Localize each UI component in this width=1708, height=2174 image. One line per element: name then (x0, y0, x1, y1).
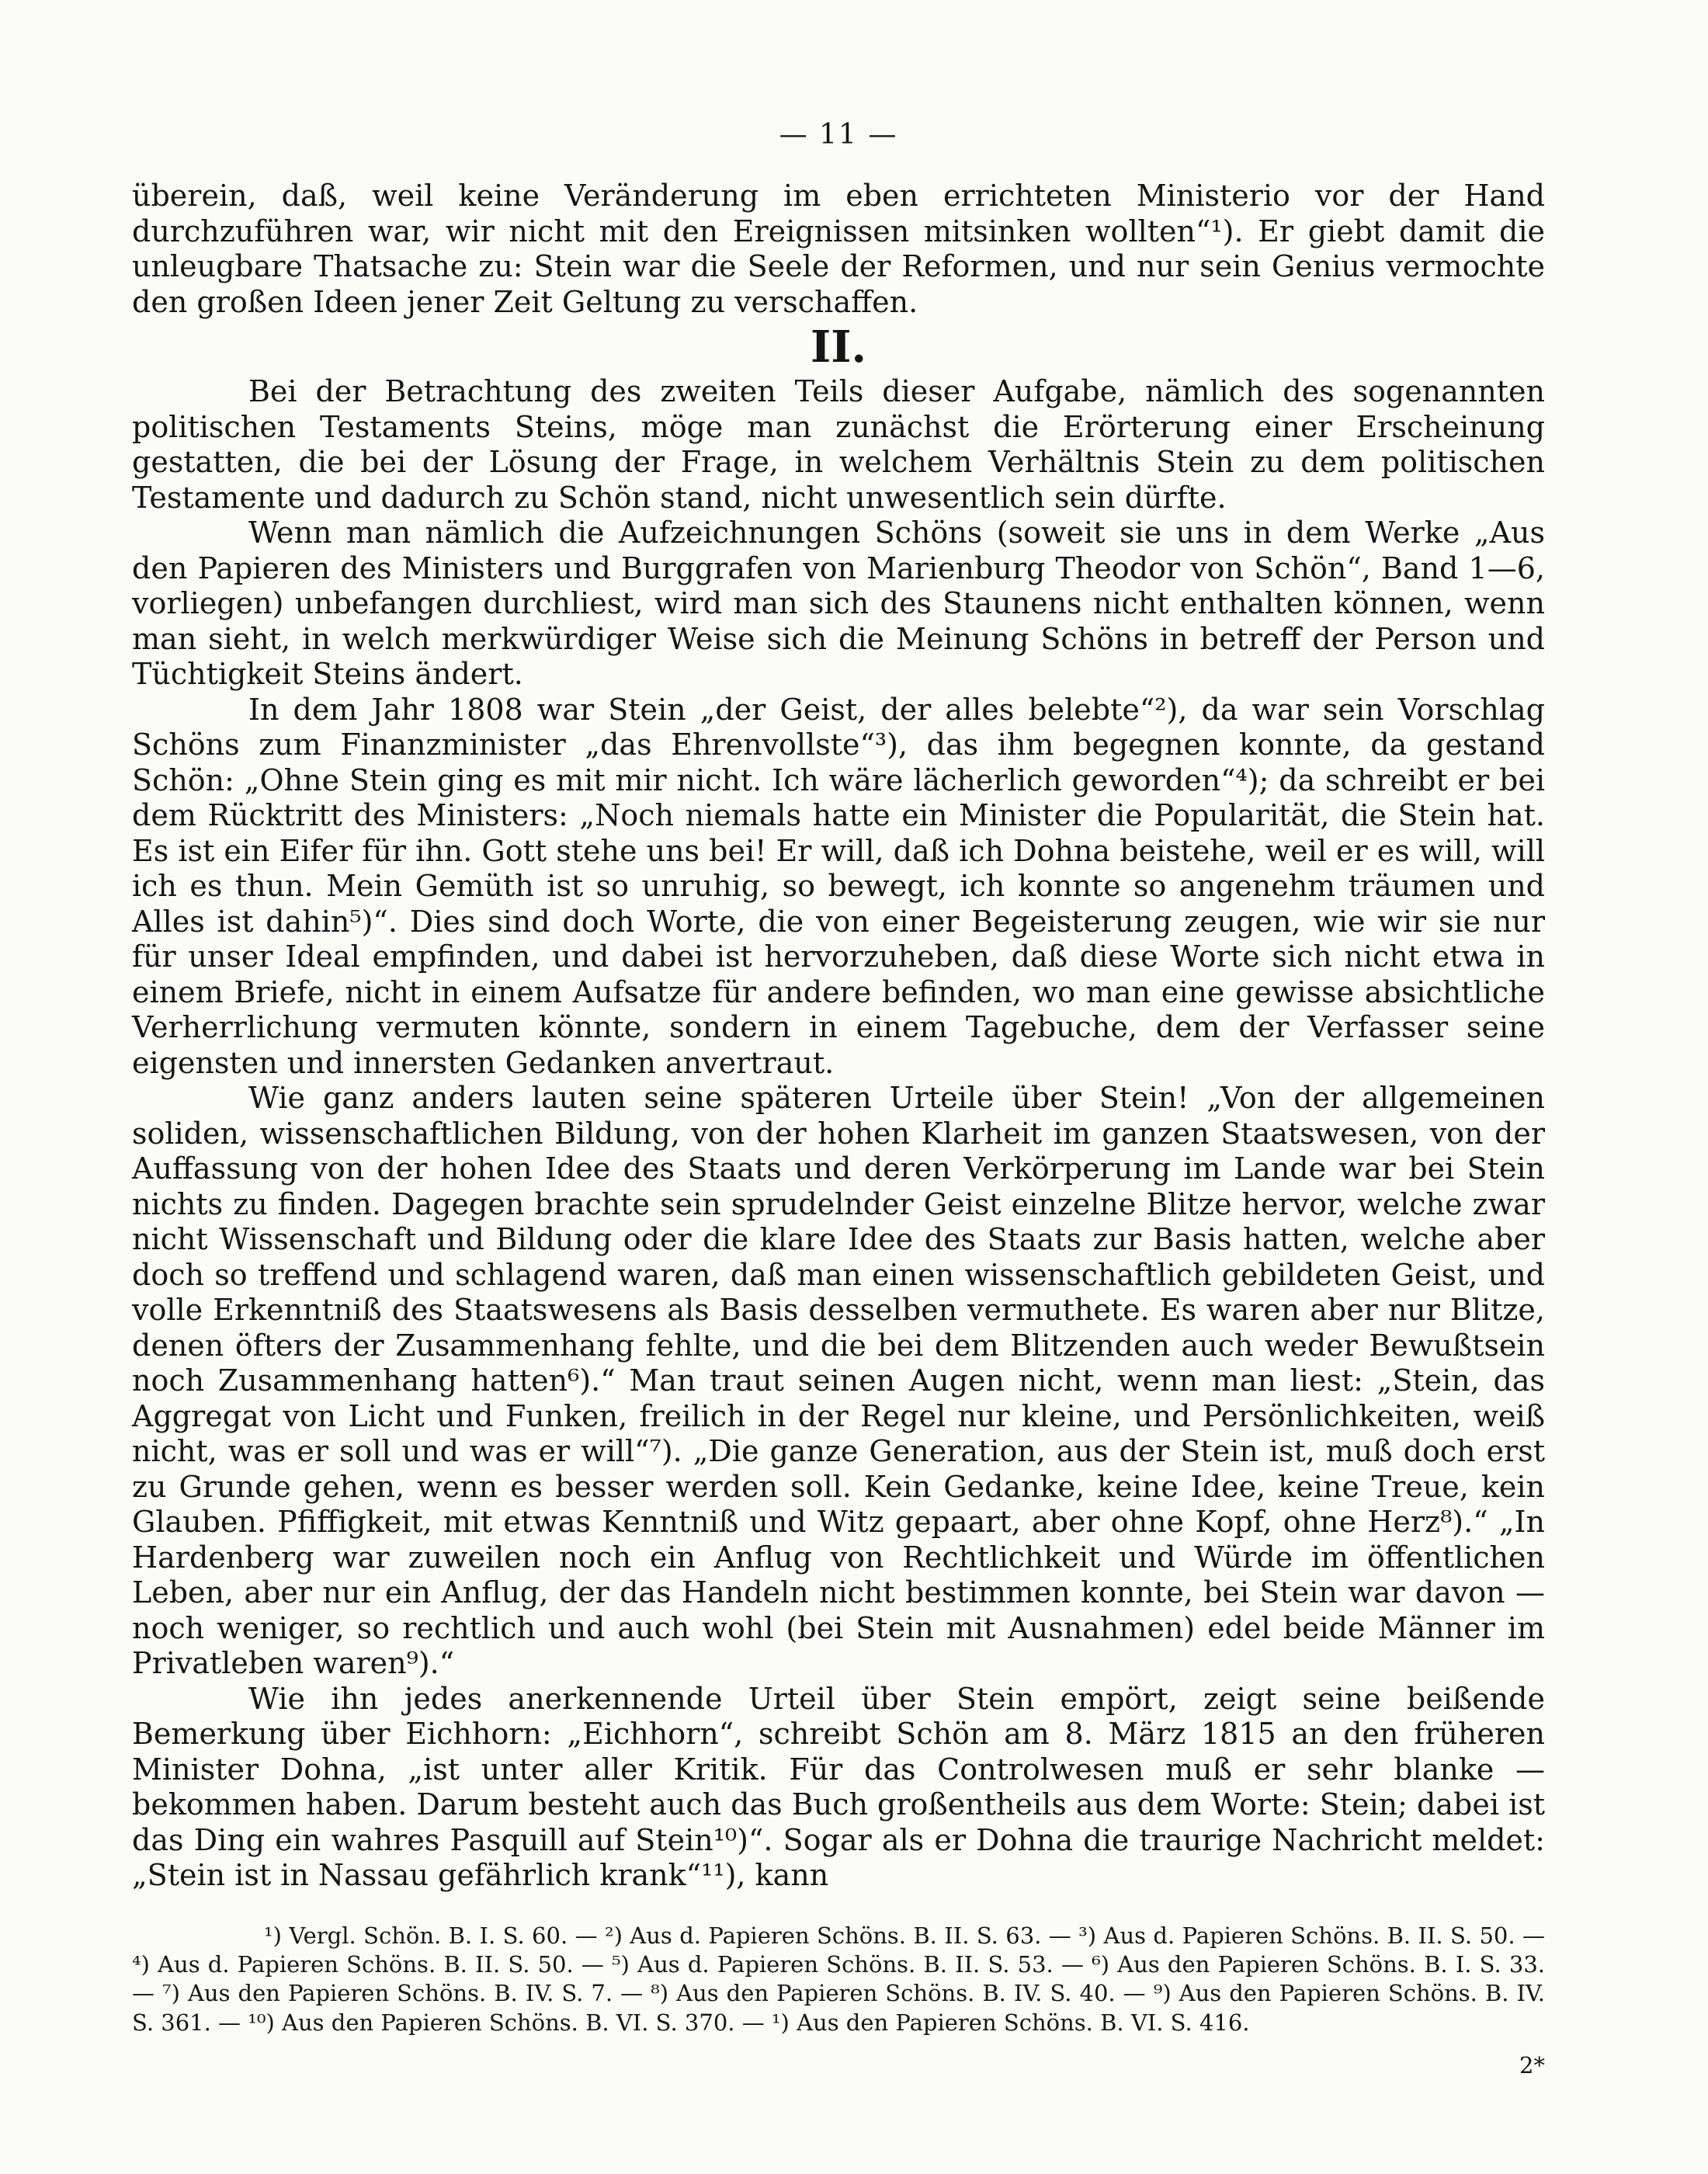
section-heading: II. (811, 321, 866, 373)
footnotes (132, 1922, 1545, 2038)
book-page (132, 116, 1545, 2081)
paragraph: Bei der Betrachtung des zweiten Teils dieser Aufgabe, nämlich des sogenannten politischen Testaments Steins, möge man zunächst die Erörterung einer Erscheinung gestatten, die bei der Lösung der Frage, in welchem Verhältnis Stein zu dem politischen Testamente und dadurch zu Schön stand, nicht unwesentlich sein dürfte. (132, 374, 1545, 515)
footnote-text: ¹) Vergl. Schön. B. I. S. 60. — ²) Aus d. Papieren Schöns. B. II. S. 63. — ³) Aus d. Papieren Schöns. B. II. S. 50. — ⁴) Aus d. Papieren Schöns. B. II. S. 50. — ⁵) Aus d. Papieren Schöns. B. II. S. 53. — ⁶) Aus den Papieren Schöns. B. I. S. 33. — ⁷) Aus den Papieren Schöns. B. IV. S. 7. — ⁸) Aus den Papieren Schöns. B. IV. S. 40. — ⁹) Aus den Papieren Schöns. B. IV. S. 361. — ¹⁰) Aus den Papieren Schöns. B. VI. S. 370. — ¹) Aus den Papieren Schöns. B. VI. S. 416. (132, 1922, 1545, 2036)
body-text (132, 179, 1545, 1894)
paragraph-continuation: überein, daß, weil keine Veränderung im eben errichteten Ministerio vor der Hand durchzuführen war, wir nicht mit den Ereignissen mitsinken wollten“¹). Er giebt damit die unleugbare Thatsache zu: Stein war die Seele der Reformen, und nur sein Genius vermochte den großen Ideen jener Zeit Geltung zu verschaffen. (132, 179, 1545, 319)
paragraph: In dem Jahr 1808 war Stein „der Geist, der alles belebte“²), da war sein Vorschlag Schöns zum Finanzminister „das Ehrenvollste“³), das ihm begegnen konnte, da gestand Schön: „Ohne Stein ging es mit mir nicht. Ich wäre lächerlich geworden“⁴); da schreibt er bei dem Rücktritt des Ministers: „Noch niemals hatte ein Minister die Popularität, die Stein hat. Es ist ein Eifer für ihn. Gott stehe uns bei! Er will, daß ich Dohna beistehe, weil er es will, will ich es thun. Mein Gemüth ist so unruhig, so bewegt, ich konnte so angenehm träumen und Alles ist dahin⁵)“. Dies sind doch Worte, die von einer Begeisterung zeugen, wie wir sie nur für unser Ideal empfinden, und dabei ist hervorzuheben, daß diese Worte sich nicht etwa in einem Briefe, nicht in einem Aufsatze für andere befinden, wo man eine gewisse absichtliche Verherrlichung vermuten könnte, sondern in einem Tagebuche, dem der Verfasser seine eigensten und innersten Gedanken anvertraut. (132, 692, 1545, 1080)
page-number-header: — 11 — (779, 119, 898, 151)
paragraph: Wie ganz anders lauten seine späteren Urteile über Stein! „Von der allgemeinen soliden, wissenschaftlichen Bildung, von der hohen Klarheit im ganzen Staatswesen, von der Auffassung von der hohen Idee des Staats und deren Verkörperung im Lande war bei Stein nichts zu finden. Dagegen brachte sein sprudelnder Geist einzelne Blitze hervor, welche zwar nicht Wissenschaft und Bildung oder die klare Idee des Staats zur Basis hatten, welche aber doch so treffend und schlagend waren, daß man einen wissenschaftlich gebildeten Geist, und volle Erkenntniß des Staatswesens als Basis desselben vermuthete. Es waren aber nur Blitze, denen öfters der Zusammenhang fehlte, und die bei dem Blitzenden auch weder Bewußtsein noch Zusammenhang hatten⁶).“ Man traut seinen Augen nicht, wenn man liest: „Stein, das Aggregat von Licht und Funken, freilich in der Regel nur kleine, und Persönlichkeiten, weiß nicht, was er soll und was er will“⁷). „Die ganze Generation, aus der Stein ist, muß doch erst zu Grunde gehen, wenn es besser werden soll. Kein Gedanke, keine Idee, keine Treue, kein Glauben. Pfiffigkeit, mit etwas Kenntniß und Witz gepaart, aber ohne Kopf, ohne Herz⁸).“ „In Hardenberg war zuweilen noch ein Anflug von Rechtlichkeit und Würde im öffentlichen Leben, aber nur ein Anflug, der das Handeln nicht bestimmen konnte, bei Stein war davon — noch weniger, so rechtlich und auch wohl (bei Stein mit Ausnahmen) edel beide Männer im Privatleben waren⁹).“ (132, 1081, 1545, 1680)
footnote-separator (132, 1911, 1545, 1922)
paragraph: Wenn man nämlich die Aufzeichnungen Schöns (soweit sie uns in dem Werke „Aus den Papieren des Ministers und Burggrafen von Marienburg Theodor von Schön“, Band 1—6, vorliegen) unbefangen durchliest, wird man sich des Staunens nicht enthalten können, wenn man sieht, in welch merkwürdiger Weise sich die Meinung Schöns in betreff der Person und Tüchtigkeit Steins ändert. (132, 516, 1545, 691)
paragraph: Wie ihn jedes anerkennende Urteil über Stein empört, zeigt seine beißende Bemerkung über Eichhorn: „Eichhorn“, schreibt Schön am 8. März 1815 an den früheren Minister Dohna, „ist unter aller Kritik. Für das Controlwesen muß er sehr blanke — bekommen haben. Darum besteht auch das Buch großentheils aus dem Worte: Stein; dabei ist das Ding ein wahres Pasquill auf Stein¹⁰)“. Sogar als er Dohna die traurige Nachricht meldet: „Stein ist in Nassau gefährlich krank“¹¹), kann (132, 1681, 1545, 1892)
printer-signature-mark: 2* (1519, 2052, 1545, 2079)
